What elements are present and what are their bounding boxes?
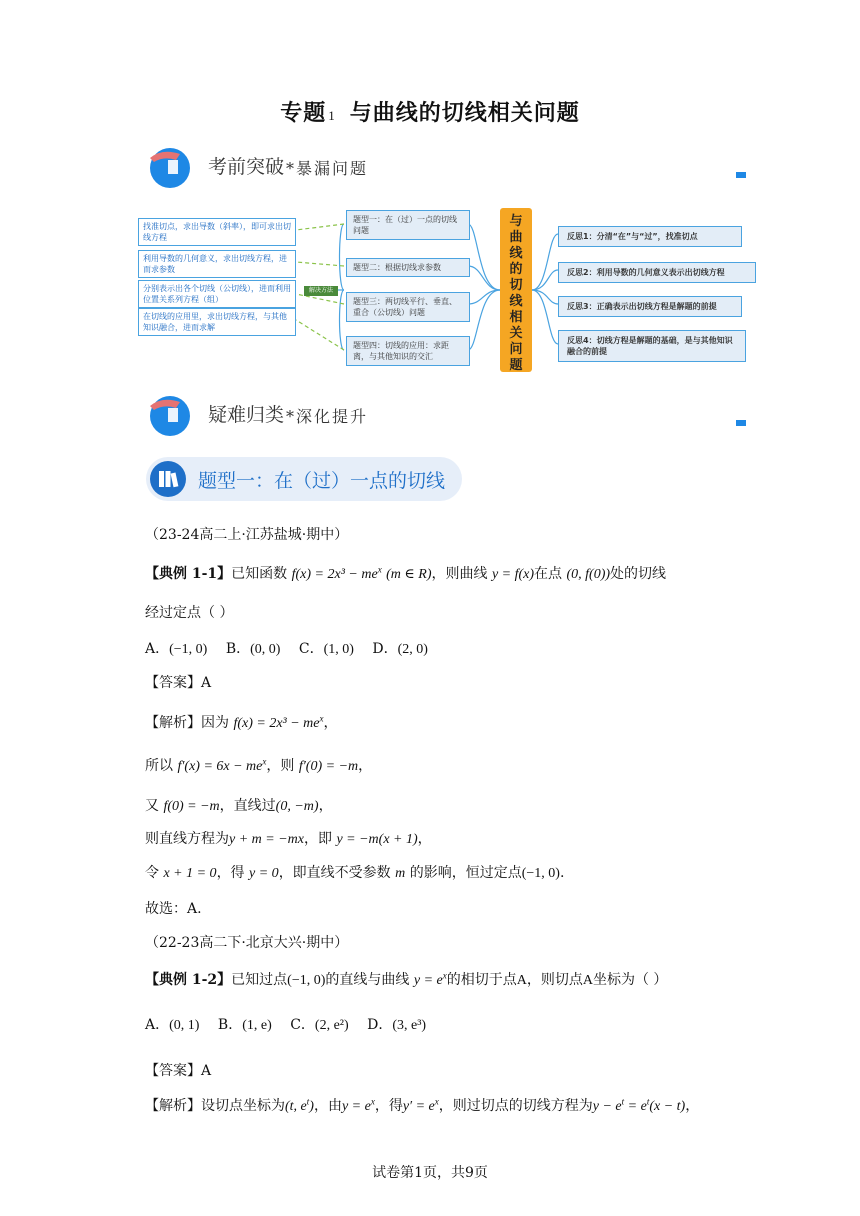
mindmap-method-label: 解决方法 — [304, 286, 338, 296]
banner-marker — [736, 420, 746, 426]
option-a: A．(−1, 0) — [145, 641, 208, 657]
mindmap-center-topic — [500, 208, 532, 372]
option-a: A．(0, 1) — [145, 1017, 200, 1033]
book-logo-icon — [146, 392, 192, 438]
ex1-analysis-3: 又 f(0) = −m，直线过(0, −m)， — [145, 798, 333, 814]
center-char: 线 — [509, 246, 523, 261]
title-number: 1 — [328, 108, 336, 123]
ex1-conclusion: 故选：A. — [145, 901, 202, 917]
center-char: 题 — [509, 358, 523, 373]
ex1-analysis-1: 【解析】因为 $f(x) = 2x^3 - me^x$， — [145, 713, 338, 731]
title-text: 与曲线的切线相关问题 — [349, 101, 580, 126]
option-d: D．(3, e³) — [367, 1017, 427, 1033]
mindmap-reflection-1: 反思1：分清“在”与“过”，找准切点 — [558, 226, 742, 247]
books-icon — [150, 461, 186, 497]
mind-map — [138, 204, 746, 376]
center-char: 与 — [509, 214, 523, 229]
center-char: 相 — [509, 310, 523, 325]
option-d: D．(2, 0) — [372, 641, 428, 657]
option-c: C．(1, 0) — [298, 641, 354, 657]
ex1-answer: 【答案】A — [145, 675, 212, 691]
ex2-stem: 【典例 1-2】已知过点(−1, 0)的直线与曲线 $y = e^x$的相切于点A，则切点A坐标为（ ） — [145, 970, 668, 988]
mindmap-reflection-4: 反思4：切线方程是解题的基础，是与其他知识融合的前提 — [558, 330, 746, 362]
option-c: C．(2, e²) — [290, 1017, 349, 1033]
section-banner-exam-breakthrough — [146, 144, 746, 194]
ex1-stem-cont: 经过定点（ ） — [145, 605, 234, 621]
center-char: 问 — [509, 342, 523, 357]
option-b: B．(1, e) — [217, 1017, 272, 1033]
ex2-analysis: 【解析】设切点坐标为(t, $e^t$)，由$y = e^x$，得$y' = e^x$，则过切点的切线方程为$y - e^t = e^t(x - t)$， — [145, 1096, 700, 1114]
option-b: B．(0, 0) — [225, 641, 281, 657]
type-heading — [146, 457, 462, 501]
mindmap-reflection-3: 反思3：正确表示出切线方程是解题的前提 — [558, 296, 742, 317]
banner-marker — [736, 172, 746, 178]
center-char: 的 — [509, 262, 523, 277]
book-logo-icon — [146, 144, 192, 190]
banner-subtitle: *深化提升 — [286, 407, 369, 426]
section-banner-difficult-classification — [146, 392, 746, 442]
ex1-analysis-4: 则直线方程为y + m = −mx，即 y = −m(x + 1)， — [145, 831, 432, 847]
mindmap-method-2: 利用导数的几何意义，求出切线方程，进而求参数 — [138, 250, 296, 278]
type-heading-text: 题型一：在（过）一点的切线 — [198, 470, 446, 492]
page-title — [0, 96, 860, 127]
mindmap-method-3: 分别表示出各个切线（公切线），进而利用位置关系列方程（组） — [138, 280, 296, 308]
ex1-source: （23-24高二上·江苏盐城·期中） — [145, 527, 349, 543]
mindmap-method-1: 找准切点，求出导数（斜率），即可求出切线方程 — [138, 218, 296, 246]
ex1-analysis-5: 令 x + 1 = 0，得 y = 0，即直线不受参数 m 的影响，恒过定点(−1, 0). — [145, 865, 565, 881]
ex2-options — [145, 1014, 426, 1034]
center-char: 切 — [509, 278, 523, 293]
page-footer: 试卷第1页，共9页 — [372, 1165, 488, 1181]
mindmap-reflection-2: 反思2：利用导数的几何意义表示出切线方程 — [558, 262, 756, 283]
ex1-stem: 【典例 1-1】已知函数 $f(x) = 2x^3 - me^x$ (m ∈ R)，则曲线 y = f(x)在点 (0, f(0))处的切线 — [145, 564, 667, 582]
ex1-options — [145, 638, 428, 658]
center-char: 线 — [509, 294, 523, 309]
banner-subtitle: *暴漏问题 — [286, 159, 369, 178]
banner-title: 考前突破 — [208, 156, 285, 178]
mindmap-type-3: 题型三：两切线平行、垂直、重合（公切线）问题 — [346, 292, 470, 322]
title-prefix: 专题 — [280, 101, 327, 126]
banner-title: 疑难归类 — [208, 404, 285, 426]
mindmap-method-4: 在切线的应用里，求出切线方程，与其他知识融合，进而求解 — [138, 308, 296, 336]
ex2-source: （22-23高二下·北京大兴·期中） — [145, 935, 349, 951]
center-char: 关 — [509, 326, 523, 341]
ex1-analysis-2: 所以 $f'(x) = 6x - me^x$，则 f′(0) = −m， — [145, 756, 373, 774]
center-char: 曲 — [509, 230, 523, 245]
mindmap-type-4: 题型四：切线的应用：求距离，与其他知识的交汇 — [346, 336, 470, 366]
mindmap-type-2: 题型二：根据切线求参数 — [346, 258, 470, 277]
mindmap-type-1: 题型一：在（过）一点的切线问题 — [346, 210, 470, 240]
ex2-answer: 【答案】A — [145, 1063, 212, 1079]
